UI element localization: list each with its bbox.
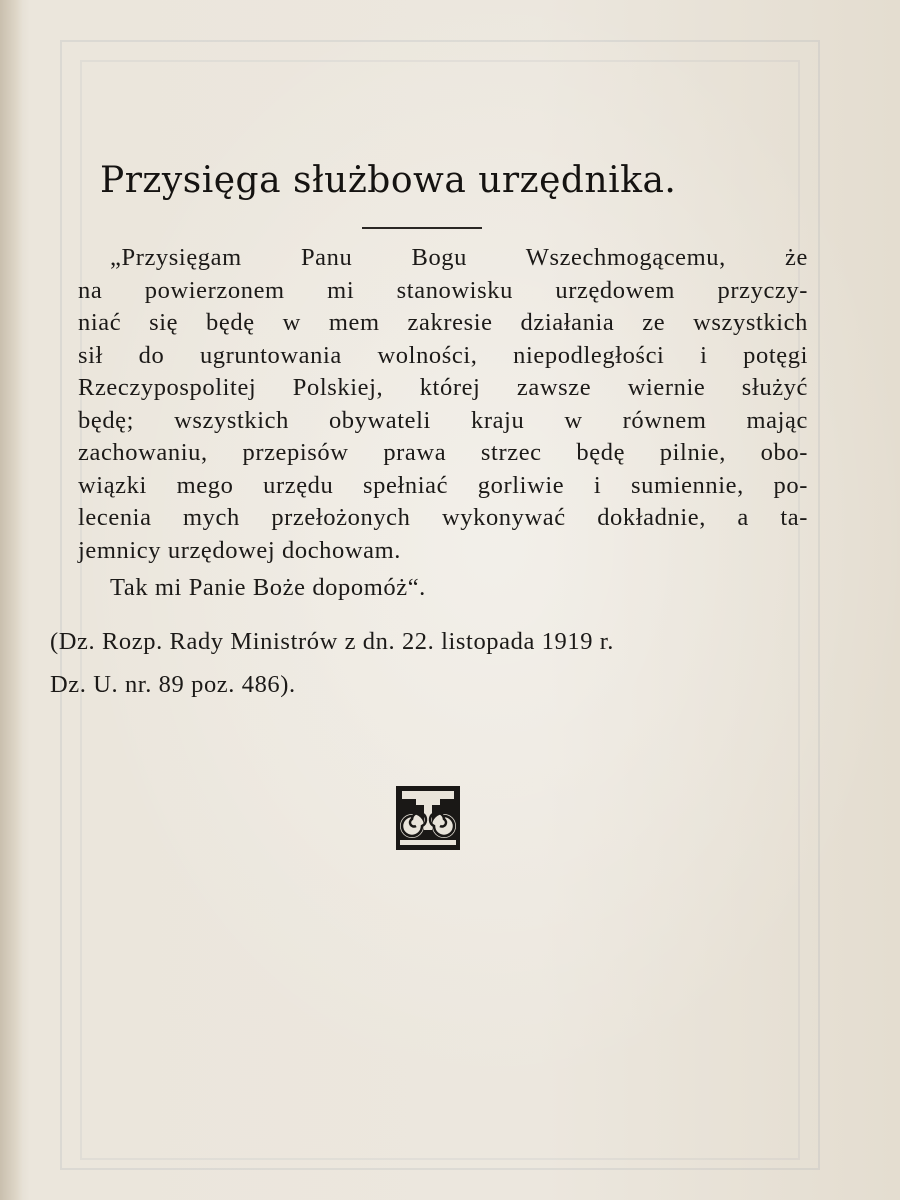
oath-line: wiązki mego urzędu spełniać gorliwie i sumiennie, po- <box>78 471 808 499</box>
closing-phrase: Tak mi Panie Boże dopomóż“. <box>110 574 426 601</box>
legal-citation <box>50 620 810 706</box>
citation-line: Dz. U. nr. 89 poz. 486). <box>50 671 296 698</box>
ionic-capital-icon <box>396 786 460 850</box>
page-title: Przysięga służbowa urzędnika. <box>100 160 677 201</box>
oath-line: niać się będę w mem zakresie działania ze wszystkich <box>78 309 808 336</box>
bleed-through-inner-frame <box>80 60 800 1160</box>
title-divider <box>362 227 482 229</box>
oath-text <box>78 242 808 567</box>
oath-line: sił do ugruntowania wolności, niepodległości i potęgi <box>78 341 808 369</box>
book-spine <box>0 0 22 1200</box>
oath-line: na powierzonem mi stanowisku urzędowem przyczy- <box>78 276 808 304</box>
oath-line: będę; wszystkich obywateli kraju w równem mając <box>78 406 808 434</box>
oath-line: Rzeczypospolitej Polskiej, której zawsze wiernie służyć <box>78 374 808 401</box>
oath-line: „Przysięgam Panu Bogu Wszechmogącemu, że <box>110 244 808 271</box>
oath-line: jemnicy urzędowej dochowam. <box>78 536 402 564</box>
citation-line: (Dz. Rozp. Rady Ministrów z dn. 22. listopada 1919 r. <box>50 628 614 655</box>
oath-line: zachowaniu, przepisów prawa strzec będę pilnie, obo- <box>78 439 808 466</box>
oath-line: lecenia mych przełożonych wykonywać dokładnie, a ta- <box>78 504 808 531</box>
